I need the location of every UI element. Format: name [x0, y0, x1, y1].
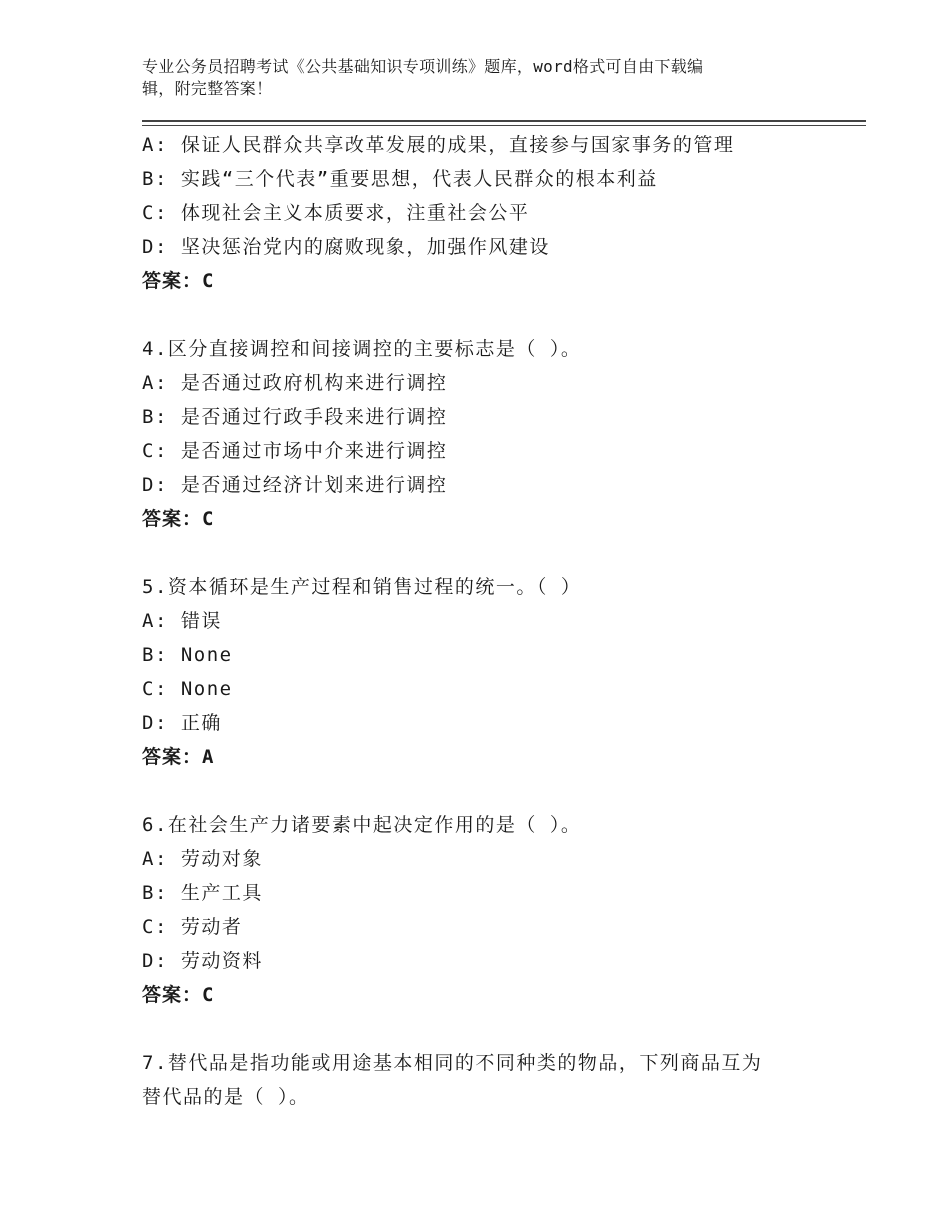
question-list — [142, 128, 842, 1114]
q3-option-b: B: 实践“三个代表”重要思想，代表人民群众的根本利益 — [142, 168, 658, 190]
q7-stem-line-1: 7.替代品是指功能或用途基本相同的不同种类的物品，下列商品互为 — [142, 1052, 763, 1074]
q4-stem: 4.区分直接调控和间接调控的主要标志是（ ）。 — [142, 338, 582, 360]
header-line-2: 辑，附完整答案！ — [142, 79, 273, 98]
q5-option-c: C: None — [142, 678, 233, 700]
header-line-1: 专业公务员招聘考试《公共基础知识专项训练》题库，word格式可自由下载编 — [142, 57, 704, 76]
q4-option-a: A: 是否通过政府机构来进行调控 — [142, 372, 448, 394]
document-header — [142, 56, 792, 100]
q4-option-b: B: 是否通过行政手段来进行调控 — [142, 406, 448, 428]
header-divider-thick — [142, 120, 866, 122]
q7-stem-line-2: 替代品的是（ ）。 — [142, 1086, 310, 1108]
question-7-block — [142, 1046, 842, 1114]
q6-answer: 答案：C — [142, 984, 215, 1006]
q3-answer: 答案：C — [142, 270, 215, 292]
question-3-block — [142, 128, 842, 298]
q6-option-a: A: 劳动对象 — [142, 848, 263, 870]
question-5-block — [142, 570, 842, 774]
q6-option-d: D: 劳动资料 — [142, 950, 263, 972]
q5-answer: 答案：A — [142, 746, 215, 768]
q3-option-c: C: 体现社会主义本质要求，注重社会公平 — [142, 202, 530, 224]
q3-option-a: A: 保证人民群众共享改革发展的成果，直接参与国家事务的管理 — [142, 134, 735, 156]
q4-option-d: D: 是否通过经济计划来进行调控 — [142, 474, 448, 496]
spacer — [142, 1012, 842, 1046]
q6-option-b: B: 生产工具 — [142, 882, 263, 904]
q4-option-c: C: 是否通过市场中介来进行调控 — [142, 440, 448, 462]
question-6-block — [142, 808, 842, 1012]
q3-option-d: D: 坚决惩治党内的腐败现象，加强作风建设 — [142, 236, 550, 258]
q5-stem: 5.资本循环是生产过程和销售过程的统一。（ ） — [142, 576, 582, 598]
question-4-block — [142, 332, 842, 536]
q4-answer: 答案：C — [142, 508, 215, 530]
spacer — [142, 774, 842, 808]
header-divider-thin — [142, 125, 866, 126]
q6-stem: 6.在社会生产力诸要素中起决定作用的是（ ）。 — [142, 814, 582, 836]
q5-option-a: A: 错误 — [142, 610, 222, 632]
q6-option-c: C: 劳动者 — [142, 916, 243, 938]
q5-option-d: D: 正确 — [142, 712, 222, 734]
q5-option-b: B: None — [142, 644, 233, 666]
spacer — [142, 536, 842, 570]
spacer — [142, 298, 842, 332]
